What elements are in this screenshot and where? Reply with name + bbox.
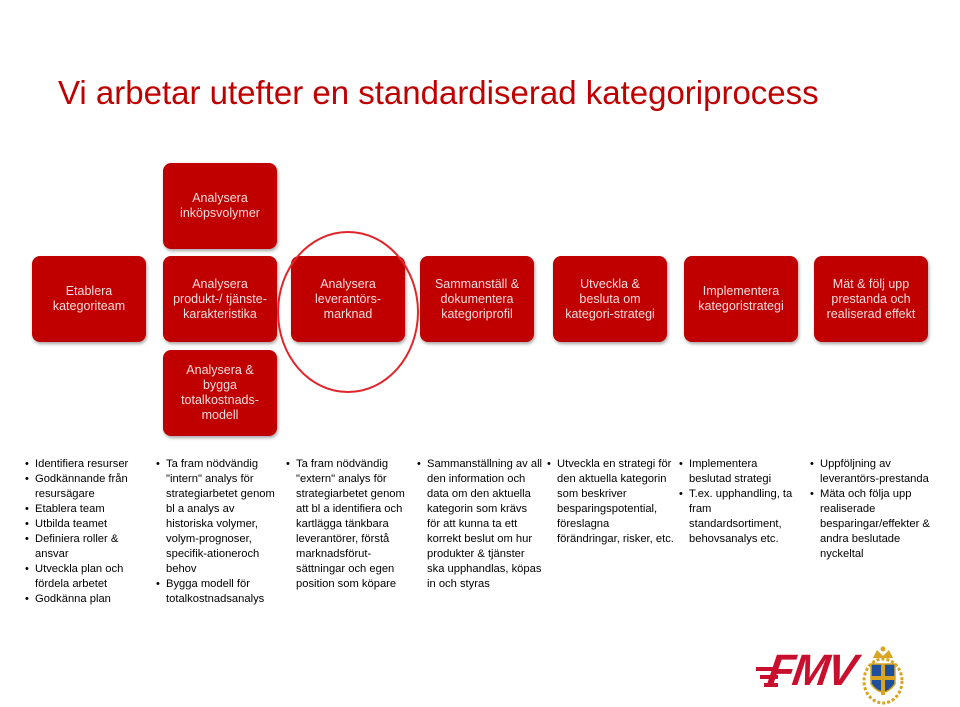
list-item: • T.ex. upphandling, ta fram standardsortiment, behovsanalys etc. [679,487,801,547]
step-analyze-purchase-volumes[interactable] [163,163,277,249]
list-item: • Ta fram nödvändig "extern" analys för strategiarbetet genom att bl a identifiera och kartlägga tänkbara leverantörer, förstå marknadsförut-sättningar och egen position som köpare [286,457,410,592]
list-item: • Identifiera resurser [25,457,143,472]
list-item: • Uppföljning av leverantörs-prestanda [810,457,940,487]
slide-title: Vi arbetar utefter en standardiserad kategoriprocess [58,74,819,111]
list-item: • Etablera team [25,502,143,517]
step-label: Etablera kategoriteam [52,284,126,313]
step-analyze-product-service[interactable] [163,256,277,342]
step-label: Analysera produkt-/ tjänste- karakteristika [173,276,267,321]
list-item: • Utveckla plan och fördela arbetet [25,562,143,592]
list-item: • Sammanställning av all den information och data om den aktuella kategorin som krävs för att kunna ta ett korrekt beslut om hur produkter & tjänster ska upphandlas, köpas in och styras [417,457,543,592]
description-column-4 [417,457,543,592]
step-label: Analysera leverantörs- marknad [315,276,381,321]
step-label: Implementera kategoristrategi [698,284,784,313]
list-item: • Utbilda teamet [25,517,143,532]
step-implement-strategy[interactable] [684,256,798,342]
coat-of-arms-icon [859,644,907,706]
step-label: Mät & följ upp prestanda och realiserad effekt [826,276,916,321]
list-item: • Mäta och följa upp realiserade besparingar/effekter & andra beslutade nyckeltal [810,487,940,562]
list-item: • Definiera roller & ansvar [25,532,143,562]
step-compile-category-profile[interactable] [420,256,534,342]
description-column-6 [679,457,801,547]
fmv-logo: FMV [764,646,859,695]
step-build-total-cost-model[interactable] [163,350,277,436]
list-item: • Bygga modell för totalkostnadsanalys [156,577,280,607]
step-establish-category-team[interactable] [32,256,146,342]
step-measure-follow-up[interactable] [814,256,928,342]
list-item: • Godkännande från resursägare [25,472,143,502]
step-label: Utveckla & besluta om kategori-strategi [565,276,655,321]
step-analyze-supplier-market[interactable] [291,256,405,342]
description-column-2 [156,457,280,607]
description-column-1 [25,457,143,607]
list-item: • Godkänna plan [25,592,143,607]
step-develop-category-strategy[interactable] [553,256,667,342]
step-label: Analysera & bygga totalkostnads- modell [181,363,259,422]
step-label: Analysera inköpsvolymer [180,191,260,220]
description-column-7 [810,457,940,562]
description-column-5 [547,457,675,547]
description-column-3 [286,457,410,592]
step-label: Sammanställ & dokumentera kategoriprofil [434,276,520,321]
list-item: • Implementera beslutad strategi [679,457,801,487]
list-item: • Ta fram nödvändig "intern" analys för strategiarbetet genom bl a analys av historiska volymer, volym-prognoser, specifik-ationeroch behov [156,457,280,577]
list-item: • Utveckla en strategi för den aktuella kategorin som beskriver besparingspotential, föreslagna förändringar, risker, etc. [547,457,675,547]
